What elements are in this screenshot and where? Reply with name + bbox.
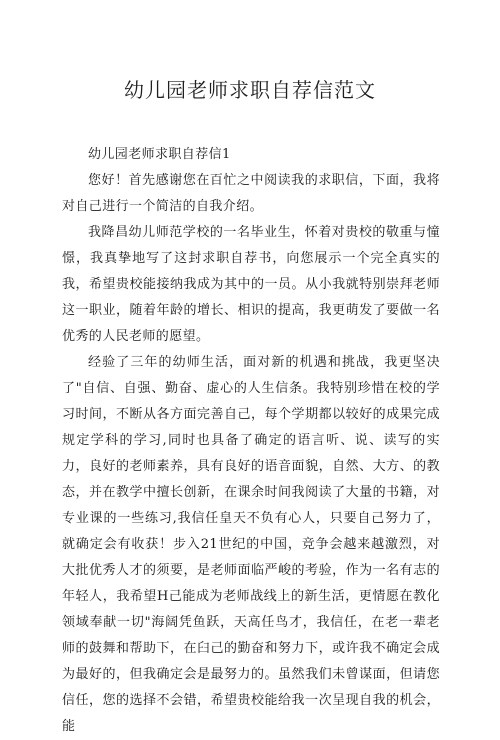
- paragraph-experience: 经验了三年的幼师生活，面对新的机遇和挑战，我更坚决了"自信、自强、勤奋、虚心的人生信条。我特别珍惜在校的学习时间，不断从各方面完善自己，每个学期都以较好的成果完成规定学科的学习,同时也具备了确定的语言听、说、读写的实力，良好的老师素养，具有良好的语音面貌，自然、大方、的教态，并在教学中擅长创新，在课余时间我阅读了大量的书籍，对专业课的一些练习,我信任皇天不负有心人，只要自己努力了，就确定会有收获！步入21世纪的中国，竞争会越来越激烈，对大批优秀人才的须要，是老师面临严峻的考验，作为一名有志的年轻人，我希望H己能成为老师战线上的新生活，更情愿在教化领域奉献一切"海阔凭鱼跃，天高任鸟才，我信任，在老一辈老师的鼓舞和帮助下，在臼己的勤奋和努力下，或许我不确定会成为最好的，但我确定会是最努力的。虽然我们未曾谋面，但请您信任，您的选择不会错，希望贵校能给我一次呈现自我的机会，能: [62, 355, 440, 734]
- document-title: 幼儿园老师求职自荐信范文: [124, 78, 376, 102]
- paragraph-introduction: 我降昌幼儿师范学校的一名毕业生，怀着对贵校的敬重与憧憬，我真挚地写了这封求职自荐书，向您展示一个完全真实的我，希望贵校能接纳我成为其中的一员。从小我就特别崇拜老师这一职业，随着年龄的增长、相识的提高，我更萌发了要做一名优秀的人民老师的愿望。: [62, 225, 440, 344]
- paragraph-greeting: 您好！首先感谢您在百忙之中阅读我的求职信，下面，我将对自己进行一个简洁的自我介绍。: [62, 173, 440, 214]
- document-body: [62, 142, 440, 740]
- letter-heading: 幼儿园老师求职自荐信1: [88, 147, 231, 162]
